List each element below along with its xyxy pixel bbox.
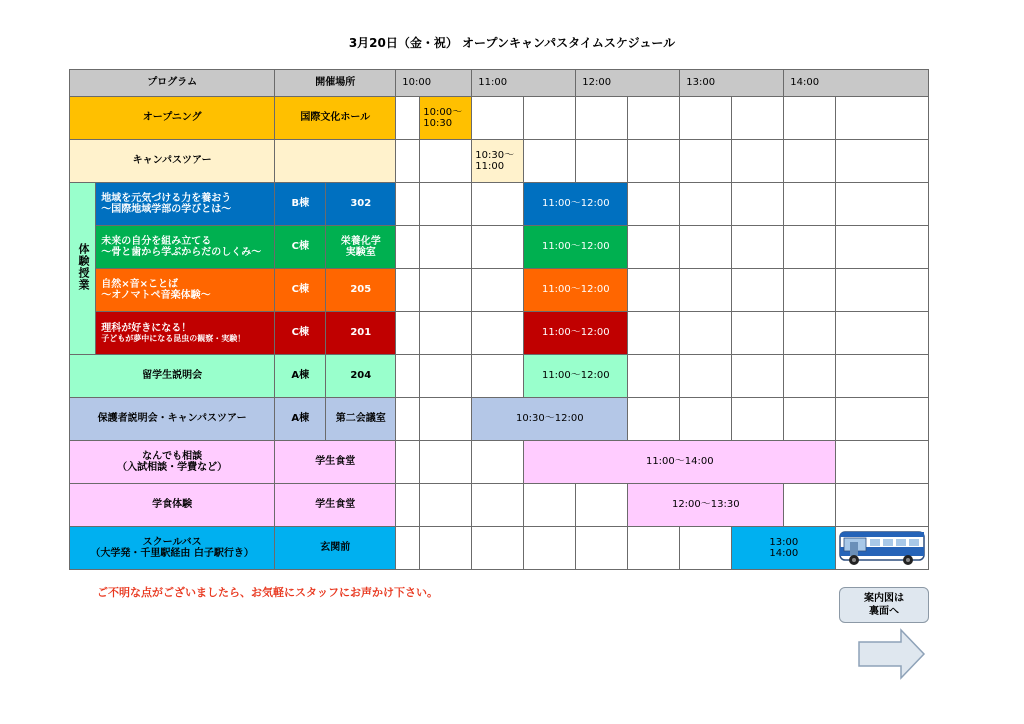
time-cell [680,527,732,570]
time-cell [576,97,628,140]
room-intl: 204 [326,355,396,398]
venue-bus: 玄関前 [275,527,396,570]
time-cell [680,97,732,140]
room-parents: 第二会議室 [326,398,396,441]
table-row [70,140,929,183]
time-cell [472,226,524,269]
time-cafeteria: 12:00～13:30 [628,484,784,527]
consult-subtitle: （入試相談・学費など） [117,462,228,473]
time-cell [680,355,732,398]
time-cell [836,484,929,527]
time-cell [420,183,472,226]
venue-opening: 国際文化ホール [275,97,396,140]
time-cell [472,527,524,570]
class-3-subtitle: ～オノマトペ音楽体験～ [101,290,211,301]
program-class-2 [96,226,275,269]
time-cell [628,140,680,183]
time-cell [524,140,576,183]
time-cell [396,183,420,226]
time-cell [628,355,680,398]
time-intl: 11:00～12:00 [524,355,628,398]
building-parents: A棟 [275,398,326,441]
time-cell [732,97,784,140]
header-time-10: 10:00 [396,70,472,97]
room-class-3: 205 [326,269,396,312]
time-cell [732,312,784,355]
venue-campus-tour [275,140,396,183]
time-cell [628,226,680,269]
time-class-3: 11:00～12:00 [524,269,628,312]
right-arrow-icon[interactable] [857,628,927,680]
header-program: プログラム [70,70,275,97]
page-title: 3月20日（金・祝） オープンキャンパスタイムスケジュール [348,36,676,50]
time-cell [784,484,836,527]
time-cell [628,97,680,140]
table-row [70,312,929,355]
time-cell [396,97,420,140]
time-cell [396,312,420,355]
program-parents: 保護者説明会・キャンパスツアー [70,398,275,441]
time-cell [680,312,732,355]
time-cell [396,355,420,398]
table-row [70,355,929,398]
program-class-4 [96,312,275,355]
time-cell [628,269,680,312]
time-cell [420,226,472,269]
time-cell [628,183,680,226]
class-1-subtitle: ～国際地域学部の学びとは～ [101,204,232,215]
time-cell [836,398,929,441]
time-cell [680,183,732,226]
time-cell [836,269,929,312]
time-parents: 10:30～12:00 [472,398,628,441]
header-time-14: 14:00 [784,70,929,97]
time-cell [420,140,472,183]
time-cell [420,441,472,484]
time-cell [472,441,524,484]
building-class-4: C棟 [275,312,326,355]
time-cell [576,527,628,570]
time-cell [420,527,472,570]
time-cell [836,312,929,355]
time-cell [732,355,784,398]
program-class-3 [96,269,275,312]
time-cell [836,226,929,269]
time-cell [576,484,628,527]
time-cell [680,226,732,269]
bus-image-cell [836,527,929,570]
building-intl: A棟 [275,355,326,398]
time-cell [784,312,836,355]
time-cell [732,398,784,441]
class-4-subtitle: 子どもが夢中になる昆虫の観察・実験！ [101,334,246,344]
time-cell [836,183,929,226]
time-cell [472,484,524,527]
time-opening: 10:00～ 10:30 [420,97,472,140]
table-row [70,441,929,484]
header-time-12: 12:00 [576,70,680,97]
time-cell [524,527,576,570]
class-3-title: 自然×音×ことば [101,278,179,290]
table-row [70,398,929,441]
program-class-1 [96,183,275,226]
time-cell [732,269,784,312]
time-cell [784,269,836,312]
bus-time-2: 14:00 [769,548,799,559]
time-cell [680,398,732,441]
time-cell [836,140,929,183]
bus-subtitle: （大学発・千里駅経由 白子駅行き） [90,548,254,559]
time-cell [472,97,524,140]
header-time-13: 13:00 [680,70,784,97]
time-cell [472,312,524,355]
time-cell [472,269,524,312]
table-row [70,269,929,312]
time-cell [628,398,680,441]
room-class-2: 栄養化学 実験室 [326,226,396,269]
class-4-title: 理科が好きになる！ [101,322,192,334]
program-campus-tour: キャンパスツアー [70,140,275,183]
time-cell [420,484,472,527]
table-row [70,484,929,527]
map-guide-line-1: 案内図は [864,592,904,604]
time-cell [472,183,524,226]
time-class-2: 11:00～12:00 [524,226,628,269]
category-text: 体験授業 [76,242,90,291]
time-cell [396,398,420,441]
venue-consult: 学生食堂 [275,441,396,484]
table-row [70,527,929,570]
program-opening: オープニング [70,97,275,140]
header-venue: 開催場所 [275,70,396,97]
building-class-1: B棟 [275,183,326,226]
time-cell [396,269,420,312]
time-cell [784,398,836,441]
program-bus [70,527,275,570]
program-intl: 留学生説明会 [70,355,275,398]
time-cell [420,269,472,312]
map-guide-line-2: 裏面へ [869,606,899,617]
time-cell [524,484,576,527]
time-class-1: 11:00～12:00 [524,183,628,226]
room-class-4: 201 [326,312,396,355]
time-cell [420,312,472,355]
time-cell [836,97,929,140]
consult-title: なんでも相談 [142,450,203,462]
header-time-11: 11:00 [472,70,576,97]
table-row [70,226,929,269]
table-row [70,183,929,226]
time-cell [576,140,628,183]
schedule-table [69,69,929,570]
time-cell [472,355,524,398]
time-cell [628,312,680,355]
time-cell [732,226,784,269]
time-cell [680,269,732,312]
program-cafeteria: 学食体験 [70,484,275,527]
time-cell [396,527,420,570]
class-1-title: 地域を元気づける力を養おう [101,192,232,204]
program-consult [70,441,275,484]
time-cell [420,398,472,441]
table-row [70,97,929,140]
time-bus [732,527,836,570]
time-cell [836,355,929,398]
bus-icon [836,528,928,568]
category-label [70,183,96,355]
venue-cafeteria: 学生食堂 [275,484,396,527]
time-cell [396,441,420,484]
time-cell [784,140,836,183]
time-cell [784,183,836,226]
time-class-4: 11:00～12:00 [524,312,628,355]
time-cell [680,140,732,183]
class-2-subtitle: ～骨と歯から学ぶからだのしくみ～ [101,247,262,258]
map-guide-button[interactable] [839,587,929,623]
time-cell [396,226,420,269]
building-class-2: C棟 [275,226,326,269]
bus-time-1: 13:00 [769,536,799,548]
time-cell [732,183,784,226]
time-cell [836,441,929,484]
time-cell [396,484,420,527]
notice-text: ご不明な点がございましたら、お気軽にスタッフにお声かけ下さい。 [97,586,438,599]
time-campus-tour: 10:30～ 11:00 [472,140,524,183]
class-2-title: 未来の自分を組み立てる [101,235,212,247]
time-consult: 11:00～14:00 [524,441,836,484]
time-cell [396,140,420,183]
time-cell [628,527,680,570]
bus-title: スクールバス [142,536,202,548]
building-class-3: C棟 [275,269,326,312]
room-class-1: 302 [326,183,396,226]
time-cell [420,355,472,398]
header-row [70,70,929,97]
time-cell [732,140,784,183]
time-cell [784,97,836,140]
time-cell [784,226,836,269]
time-cell [784,355,836,398]
time-cell [524,97,576,140]
